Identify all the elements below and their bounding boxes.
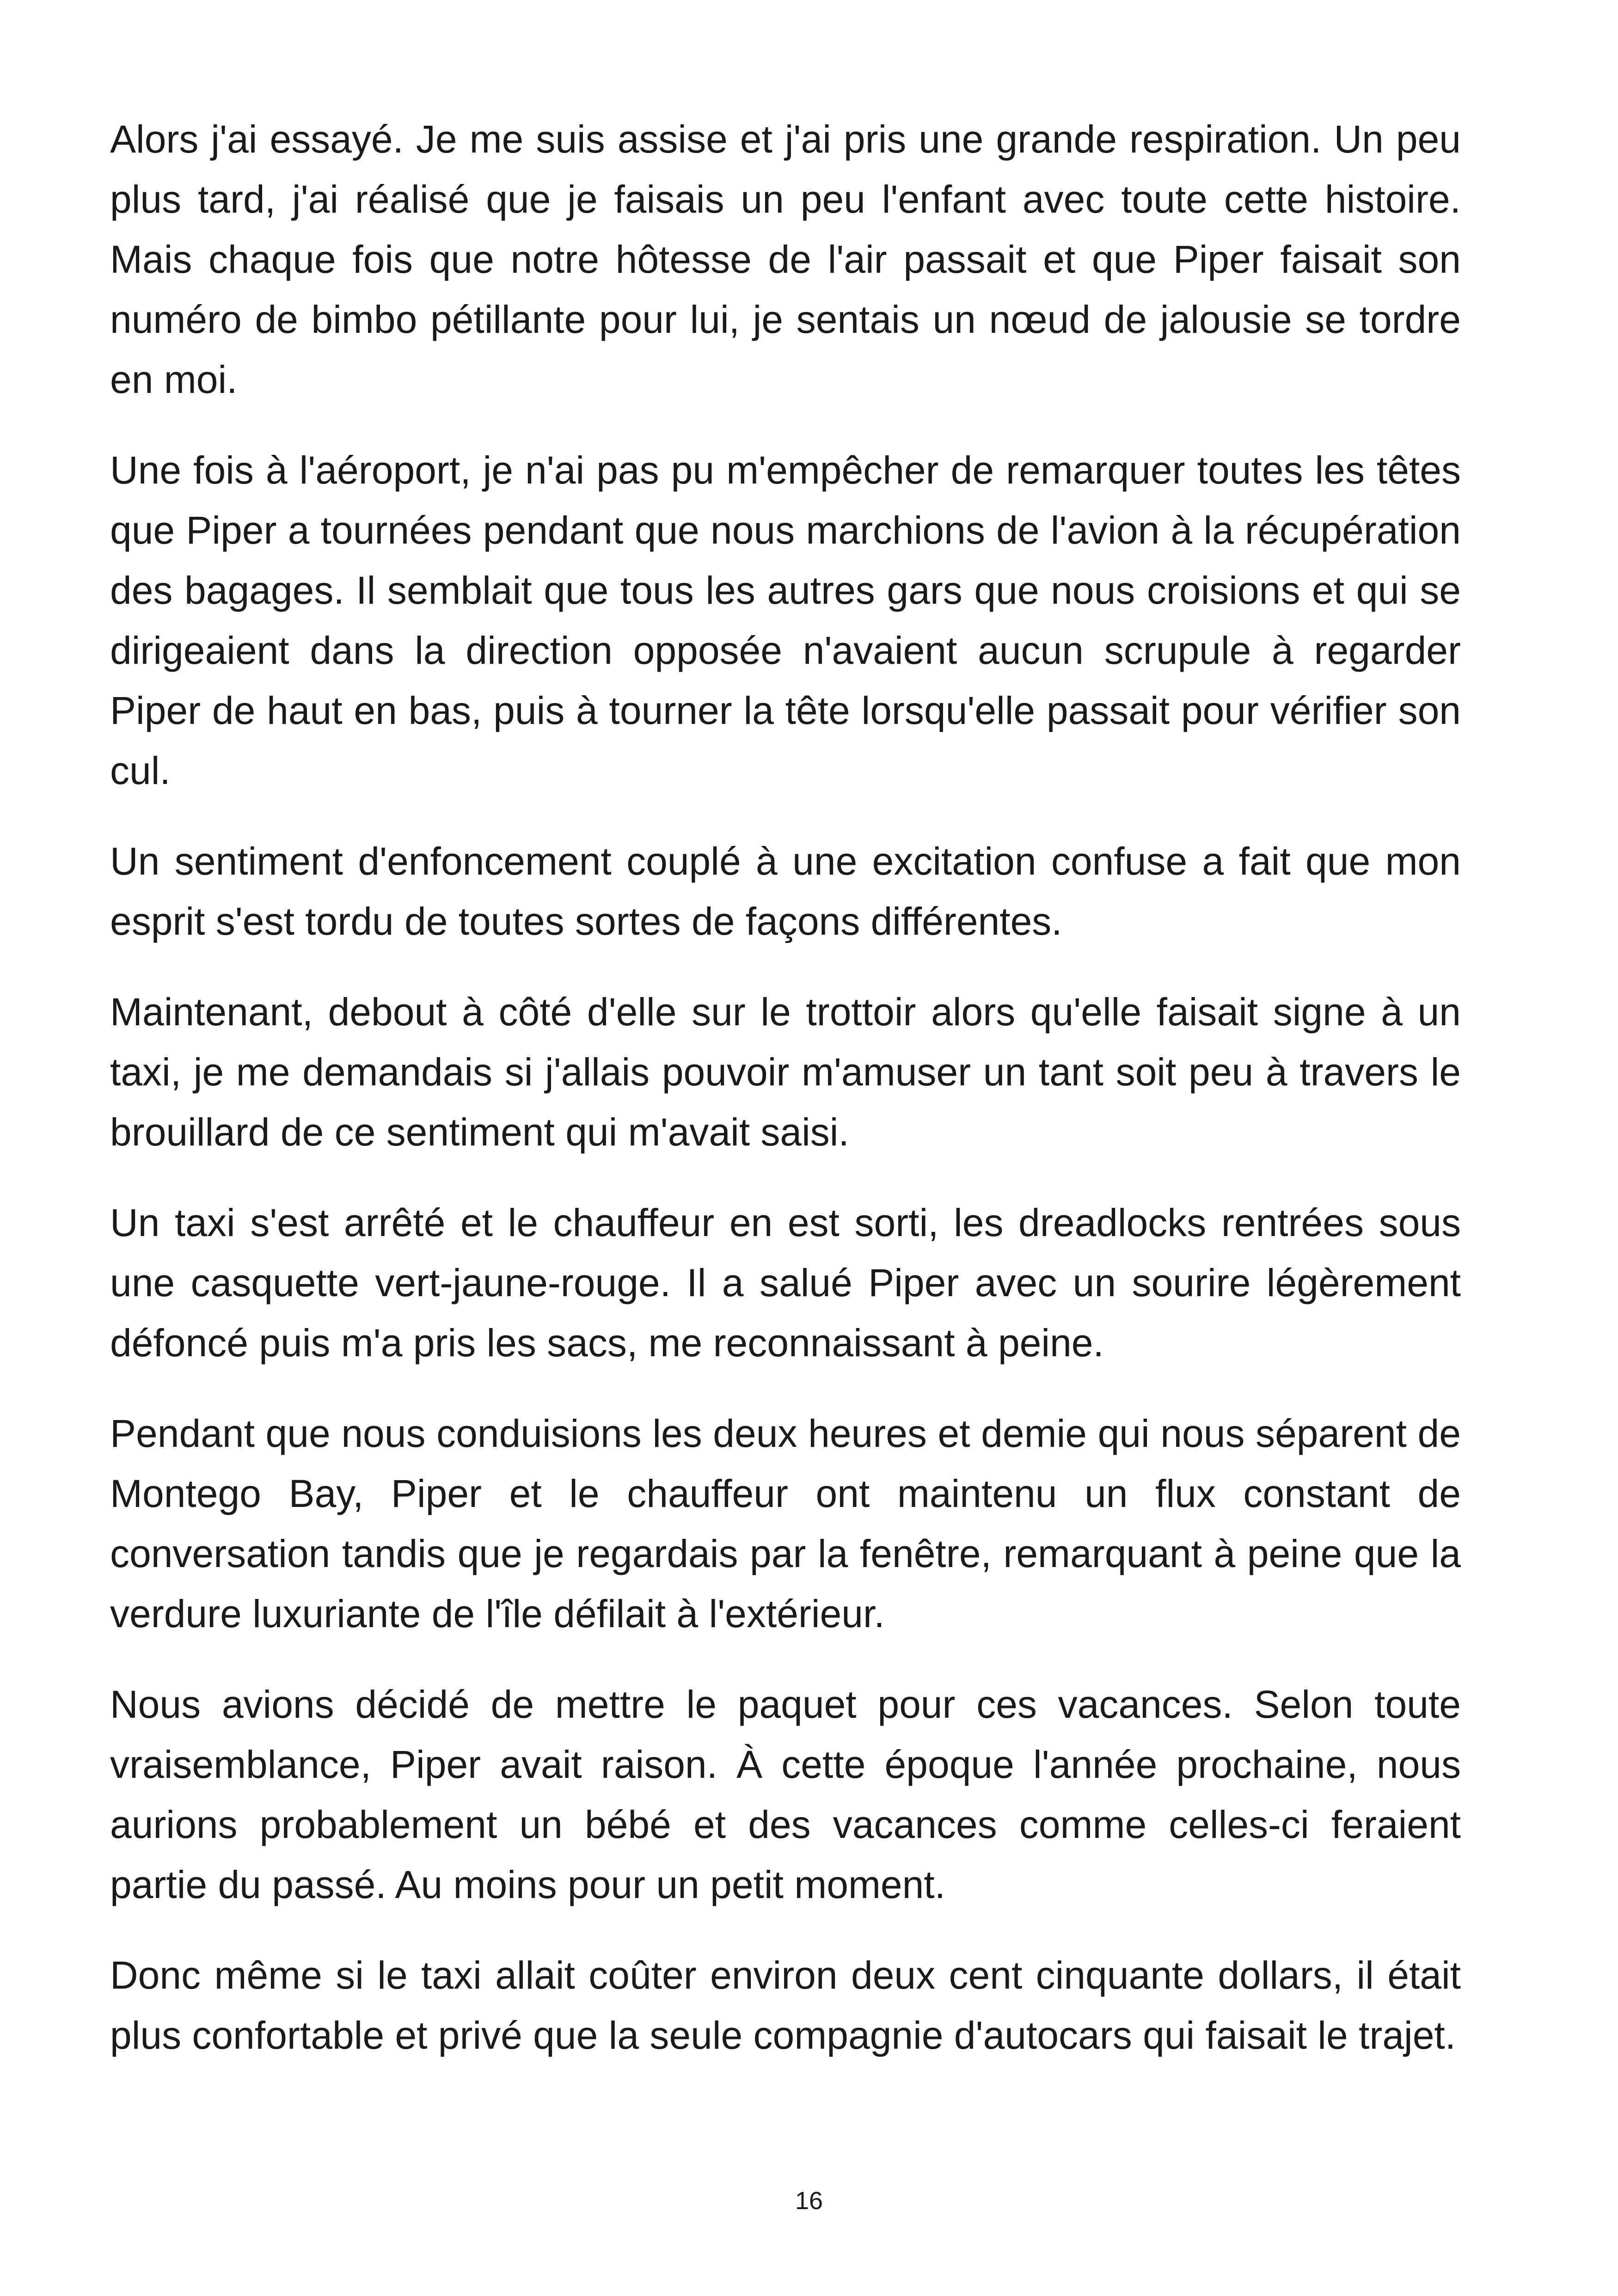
document-body bbox=[110, 109, 1461, 2096]
page-number: 16 bbox=[795, 2187, 823, 2215]
paragraph: Donc même si le taxi allait coûter environ deux cent cinquante dollars, il était plus confortable et privé que la seule compagnie d'autocars qui faisait le trajet. bbox=[110, 1953, 1461, 2057]
paragraph: Alors j'ai essayé. Je me suis assise et j'ai pris une grande respiration. Un peu plus tard, j'ai réalisé que je faisais un peu l'enfant avec toute cette histoire. Mais chaque fois que notre hôtesse de l'air passait et que Piper faisait son numéro de bimbo pétillante pour lui, je sentais un nœud de jalousie se tordre en moi. bbox=[110, 117, 1461, 401]
paragraph: Maintenant, debout à côté d'elle sur le trottoir alors qu'elle faisait signe à un taxi, je me demandais si j'allais pouvoir m'amuser un tant soit peu à travers le brouillard de ce sentiment qui m'avait saisi. bbox=[110, 990, 1461, 1154]
paragraph: Une fois à l'aéroport, je n'ai pas pu m'empêcher de remarquer toutes les têtes que Piper a tournées pendant que nous marchions de l'avion à la récupération des bagages. Il semblait que tous les autres gars que nous croisions et qui se dirigeaient dans la direction opposée n'avaient aucun scrupule à regarder Piper de haut en bas, puis à tourner la tête lorsqu'elle passait pour vérifier son cul. bbox=[110, 448, 1461, 792]
paragraph: Nous avions décidé de mettre le paquet pour ces vacances. Selon toute vraisemblance, Piper avait raison. À cette époque l'année prochaine, nous aurions probablement un bébé et des vacances comme celles-ci feraient partie du passé. Au moins pour un petit moment. bbox=[110, 1683, 1461, 1906]
paragraph: Un taxi s'est arrêté et le chauffeur en est sorti, les dreadlocks rentrées sous une casquette vert-jaune-rouge. Il a salué Piper avec un sourire légèrement défoncé puis m'a pris les sacs, me reconnaissant à peine. bbox=[110, 1201, 1461, 1365]
paragraph: Un sentiment d'enfoncement couplé à une excitation confuse a fait que mon esprit s'est tordu de toutes sortes de façons différentes. bbox=[110, 839, 1461, 943]
paragraph: Pendant que nous conduisions les deux heures et demie qui nous séparent de Montego Bay, Piper et le chauffeur ont maintenu un flux constant de conversation tandis que je regardais par la fenêtre, remarquant à peine que la verdure luxuriante de l'île défilait à l'extérieur. bbox=[110, 1412, 1461, 1635]
